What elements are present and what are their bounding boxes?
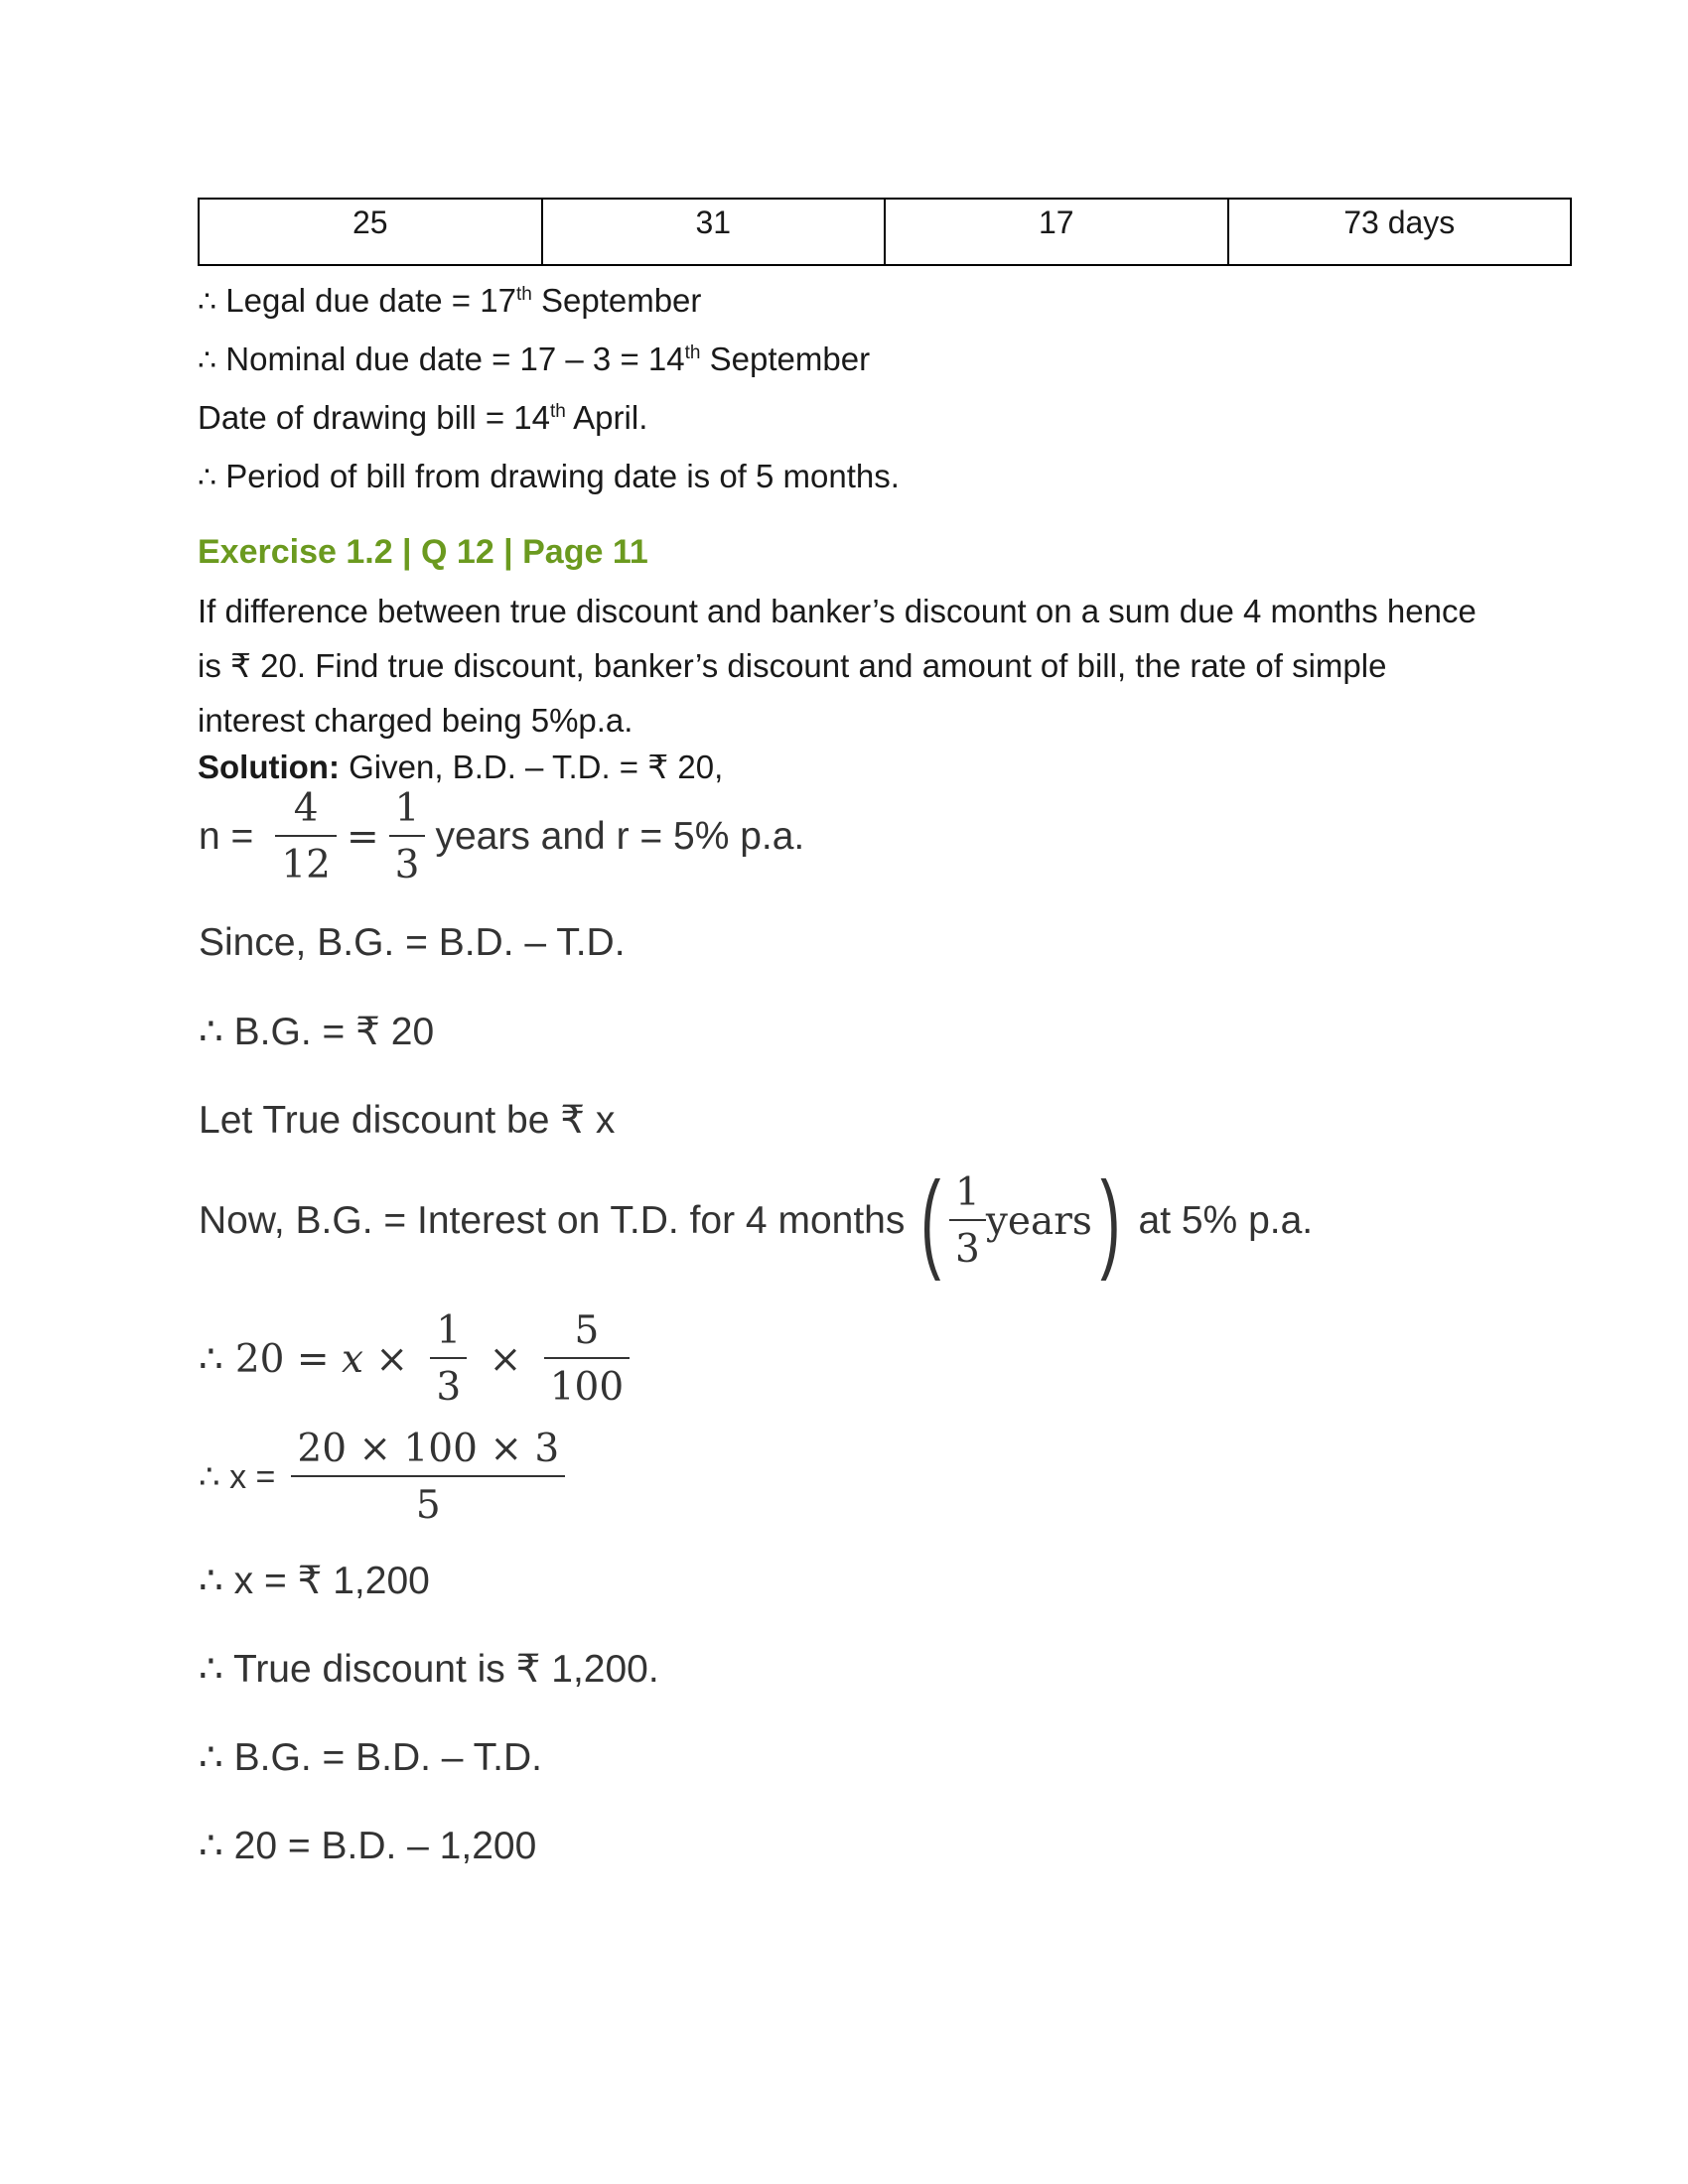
denominator: 5 bbox=[291, 1475, 565, 1528]
line-text: Nominal due date = 17 – 3 = 14 bbox=[216, 341, 685, 377]
nominal-due-date-line bbox=[198, 340, 870, 379]
line-text: Period of bill from drawing date is of 5 months. bbox=[216, 458, 900, 494]
equation-text: years and r = 5% p.a. bbox=[435, 815, 805, 858]
line-text: Date of drawing bill = 14 bbox=[198, 399, 550, 436]
years-text: years bbox=[985, 1198, 1092, 1244]
therefore-symbol: ∴ bbox=[198, 286, 217, 319]
interest-equation bbox=[199, 1308, 639, 1410]
question-text: If difference between true discount and banker’s discount on a sum due 4 months hence is ₹ 20. Find true discount, banker’s discount and amount of bill, the rate of simple interest charged being 5%p.a. bbox=[198, 593, 1477, 739]
denominator: 3 bbox=[430, 1357, 467, 1410]
equation-text: ∴ x = bbox=[199, 1458, 276, 1496]
days-table bbox=[198, 198, 1572, 266]
equals-sign: = bbox=[346, 814, 379, 860]
line-text: September bbox=[531, 282, 702, 319]
bg-formula-line: ∴ B.G. = B.D. – T.D. bbox=[199, 1736, 542, 1779]
times-sign: × bbox=[362, 1336, 421, 1382]
since-line: Since, B.G. = B.D. – T.D. bbox=[199, 921, 626, 964]
drawing-date-line bbox=[198, 398, 647, 438]
therefore-symbol: ∴ bbox=[198, 462, 217, 494]
true-discount-result-line: ∴ True discount is ₹ 1,200. bbox=[199, 1648, 659, 1691]
legal-due-date-line bbox=[198, 281, 701, 321]
therefore-symbol: ∴ bbox=[198, 344, 217, 377]
period-line bbox=[198, 457, 900, 496]
equation-text: Now, B.G. = Interest on T.D. for 4 months bbox=[199, 1199, 906, 1242]
denominator: 100 bbox=[544, 1357, 630, 1410]
let-true-discount-line: Let True discount be ₹ x bbox=[199, 1099, 616, 1142]
numerator: 1 bbox=[436, 1308, 462, 1353]
numerator: 1 bbox=[394, 786, 420, 831]
numerator: 5 bbox=[574, 1308, 600, 1353]
numerator: 4 bbox=[293, 786, 319, 831]
table-cell: 31 bbox=[542, 199, 886, 265]
table-row bbox=[199, 199, 1571, 265]
fraction bbox=[291, 1427, 565, 1528]
now-bg-line bbox=[199, 1160, 1314, 1282]
table-cell: 73 days bbox=[1228, 199, 1572, 265]
fraction bbox=[949, 1170, 986, 1272]
solution-line bbox=[198, 748, 723, 786]
superscript: th bbox=[515, 284, 532, 305]
times-sign: × bbox=[477, 1336, 534, 1382]
n-equation bbox=[199, 786, 804, 887]
denominator: 3 bbox=[389, 835, 426, 887]
fraction bbox=[544, 1308, 630, 1410]
given-text: Given, B.D. – T.D. = ₹ 20, bbox=[339, 749, 724, 785]
bg-substitution-line: ∴ 20 = B.D. – 1,200 bbox=[199, 1825, 537, 1867]
fraction bbox=[430, 1308, 467, 1410]
x-fraction-equation bbox=[199, 1427, 575, 1528]
left-paren: ( bbox=[920, 1160, 941, 1282]
denominator: 12 bbox=[275, 835, 337, 887]
right-paren: ) bbox=[1100, 1160, 1121, 1282]
equation-text: 20 = bbox=[234, 1336, 342, 1382]
equation-text: n = bbox=[199, 815, 254, 858]
equation-text: at 5% p.a. bbox=[1138, 1199, 1314, 1242]
line-text: September bbox=[700, 341, 871, 377]
table-cell: 17 bbox=[885, 199, 1228, 265]
solution-label: Solution: bbox=[198, 749, 340, 785]
variable-x: x bbox=[341, 1336, 363, 1382]
denominator: 3 bbox=[949, 1219, 986, 1272]
superscript: th bbox=[549, 401, 566, 422]
x-value-line: ∴ x = ₹ 1,200 bbox=[199, 1560, 430, 1602]
fraction bbox=[389, 786, 426, 887]
line-text: Legal due date = 17 bbox=[216, 282, 516, 319]
bg-value-line: ∴ B.G. = ₹ 20 bbox=[199, 1011, 435, 1053]
superscript: th bbox=[684, 342, 701, 363]
line-text: April. bbox=[565, 399, 648, 436]
therefore-symbol: ∴ bbox=[199, 1337, 223, 1381]
numerator: 20 × 100 × 3 bbox=[297, 1427, 560, 1471]
exercise-heading: Exercise 1.2 | Q 12 | Page 11 bbox=[198, 533, 648, 571]
table-cell: 25 bbox=[199, 199, 542, 265]
numerator: 1 bbox=[955, 1170, 980, 1215]
fraction bbox=[275, 786, 337, 887]
